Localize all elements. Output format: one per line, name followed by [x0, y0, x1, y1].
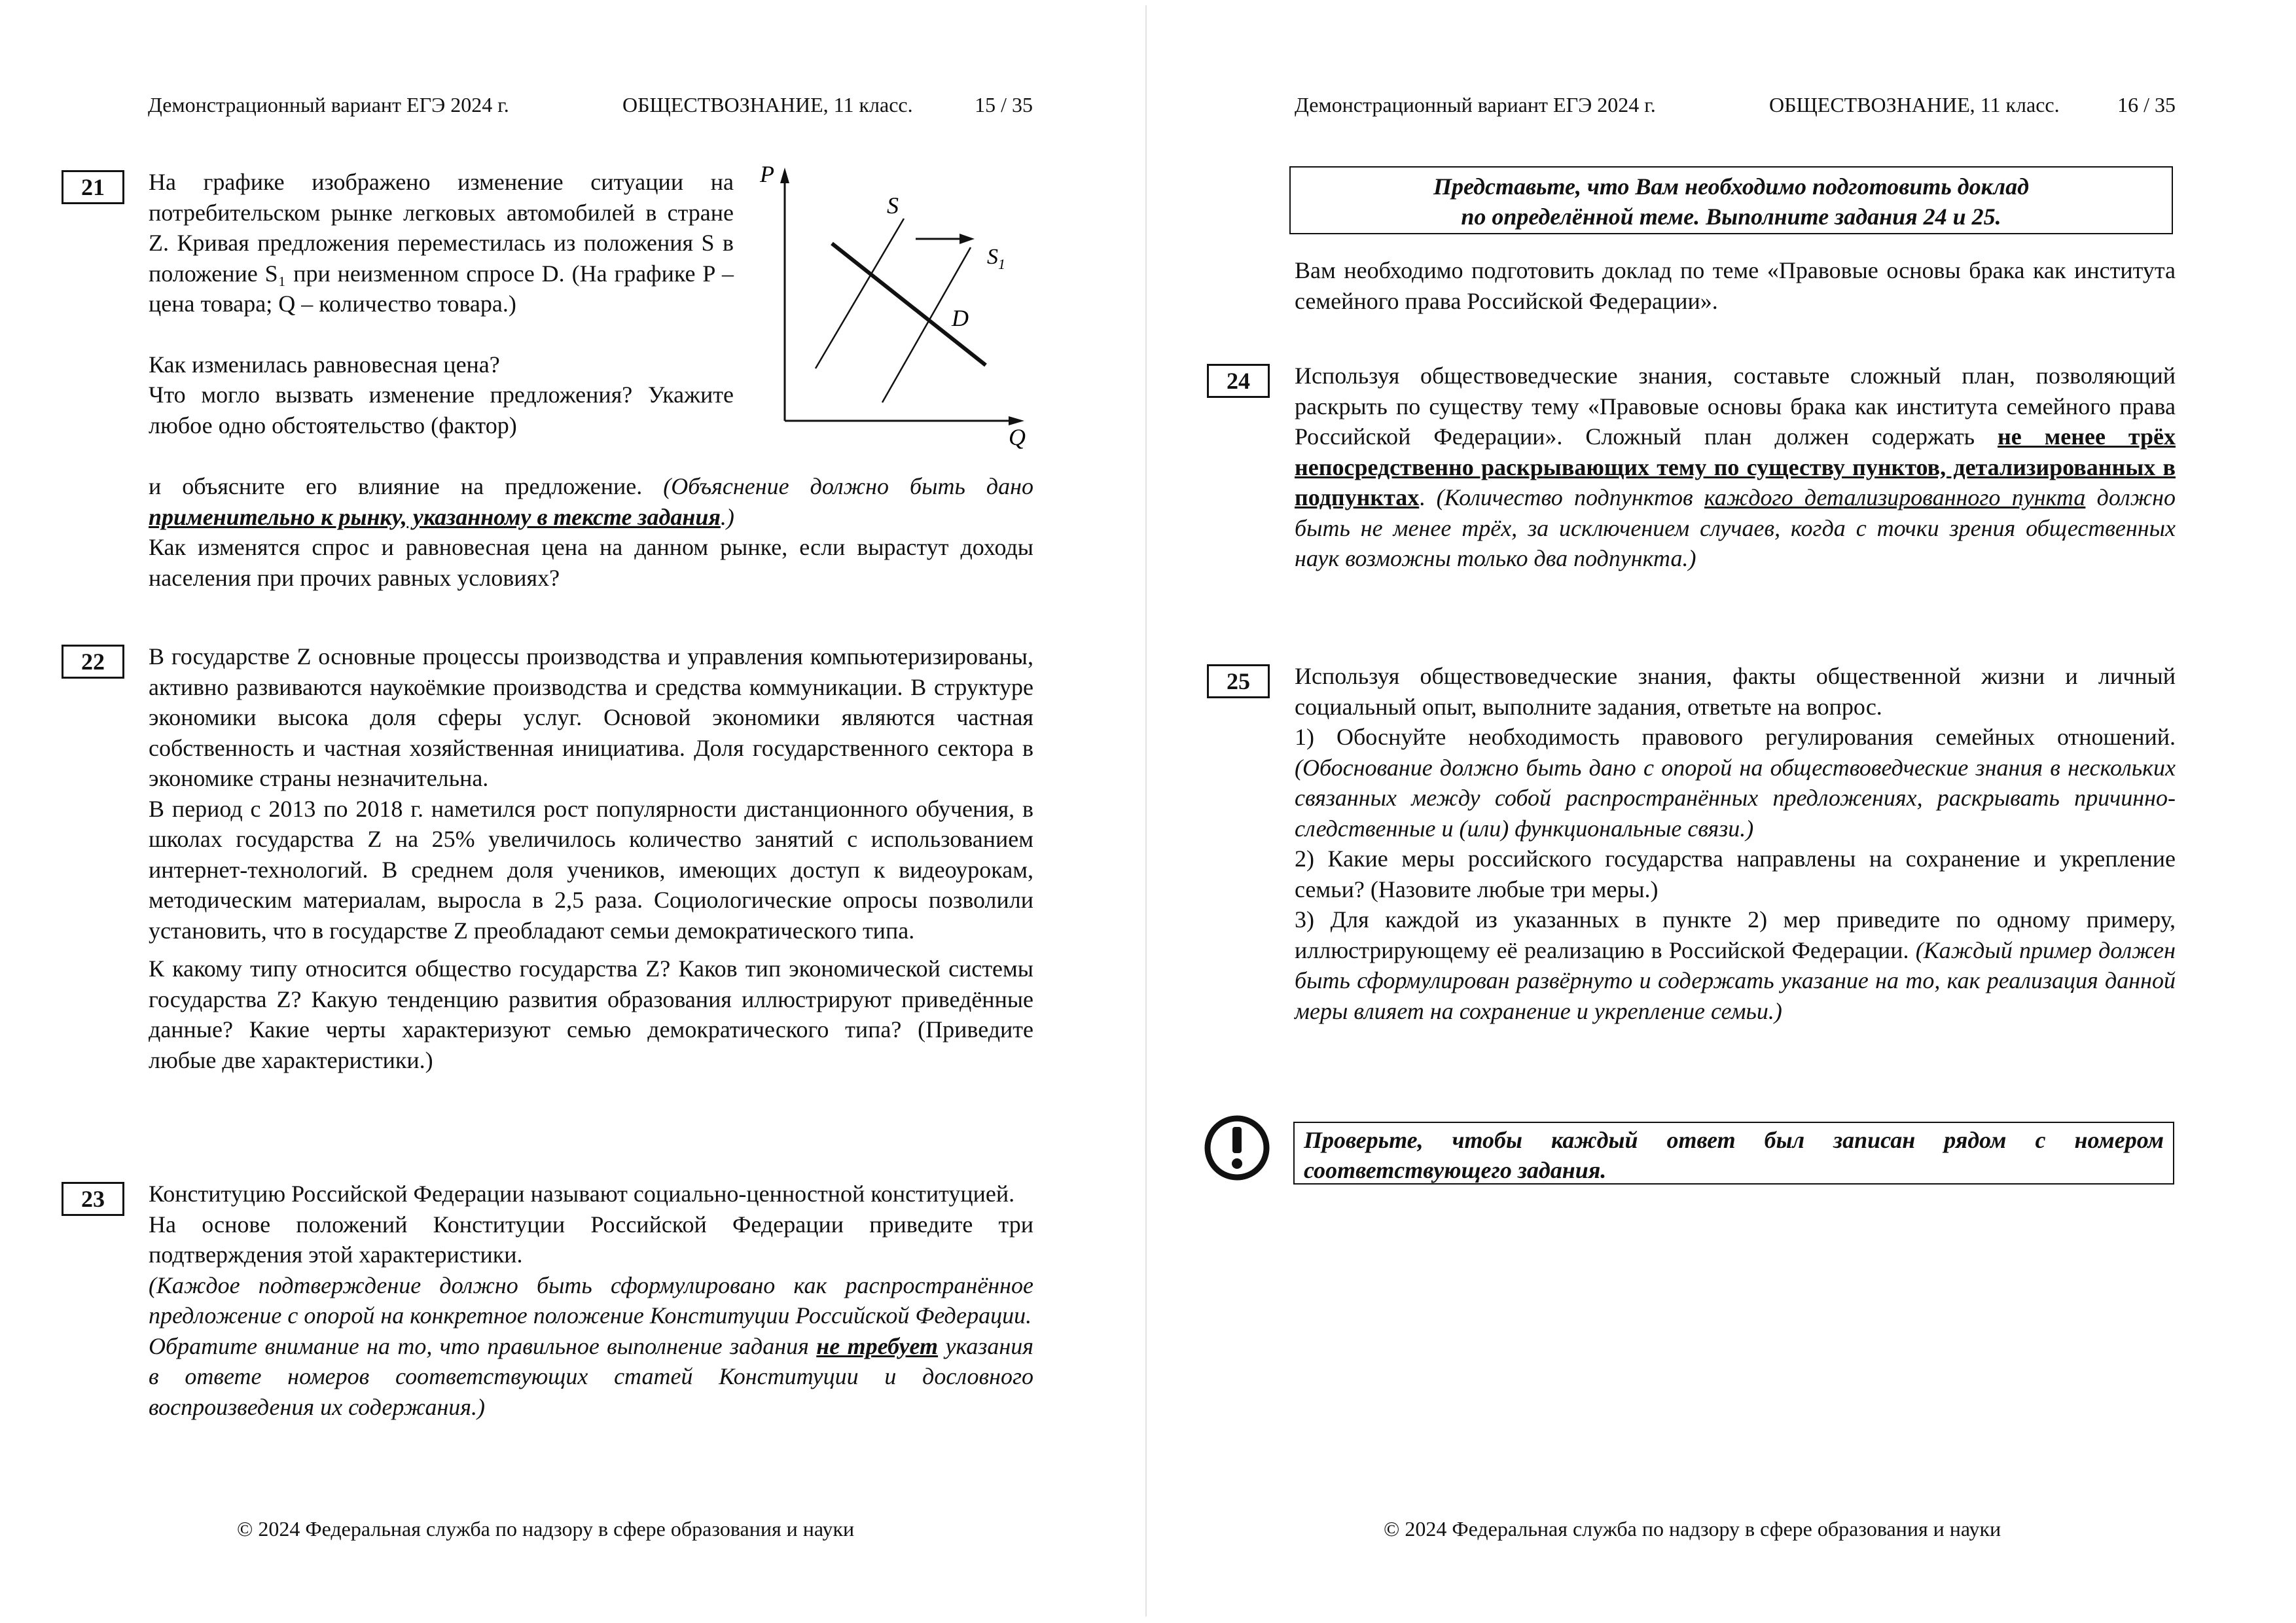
- q24-p1-dot: .: [1419, 484, 1426, 510]
- question-number-21: 21: [62, 170, 124, 204]
- question-number-24: 24: [1207, 364, 1270, 398]
- header-page-number: 16 / 35: [2117, 93, 2176, 116]
- question-21-text-top: [149, 167, 734, 440]
- q22-paragraph-1: В государстве Z основные процессы производства и управления компьютеризированы, активно развиваются наукоёмкие производства и средства коммуникации. В структуре экономики высока доля сферы услуг. Основой экономики являются частная собственность и частная хозяйственная инициатива. Доля государственного сектора в экономике страны незначительна.: [149, 643, 1033, 791]
- question-21-text-bottom: [149, 471, 1033, 593]
- label-s: S: [887, 192, 899, 219]
- q23-p4-start: Обратите внимание на то, что правильное выполнение задания: [149, 1332, 809, 1359]
- q25-paragraph-2: [1295, 722, 2176, 844]
- task-intro-box: [1289, 166, 2173, 234]
- q25-paragraph-1: Используя обществоведческие знания, факты общественной жизни и личный социальный опыт, выполните задания, ответьте на вопрос.: [1295, 663, 2176, 720]
- q23-paragraph-2: На основе положений Конституции Российской Федерации приведите три подтверждения этой характеристики.: [149, 1211, 1033, 1268]
- q21-paragraph-2a: Как изменилась равновесная цена?: [149, 351, 500, 378]
- intro-box-line-1: Представьте, что Вам необходимо подготовить доклад: [1433, 173, 2029, 200]
- question-number-22: 22: [62, 645, 124, 679]
- left-page: [4, 5, 1147, 1616]
- report-topic-text: Вам необходимо подготовить доклад по теме «Правовые основы брака как института семейного права Российской Федерации».: [1295, 257, 2176, 314]
- label-d: D: [952, 305, 969, 331]
- q24-paragraph-1: [1295, 361, 2176, 574]
- page-header: [148, 90, 1033, 119]
- q22-paragraph-3: К какому типу относится общество государства Z? Каков тип экономической системы государства Z? Какую тенденцию развития образования иллюстрируют приведённые данные? Какие черты характеризуют семью демократического типа? (Приведите любые две характеристики.): [149, 955, 1033, 1073]
- header-subject: ОБЩЕСТВОЗНАНИЕ, 11 класс.: [622, 93, 913, 116]
- page-header: [1295, 90, 2176, 119]
- shift-arrow-head: [960, 234, 975, 244]
- q23-paragraph-1: Конституцию Российской Федерации называют социально-ценностной конституцией.: [149, 1181, 1015, 1207]
- answer-check-note: Проверьте, чтобы каждый ответ был записан рядом с номером соответствующего задания.: [1293, 1122, 2174, 1185]
- q25-paragraph-4: [1295, 904, 2176, 1026]
- y-axis-label: P: [760, 162, 774, 187]
- q23-p4-bold: не требует: [816, 1332, 939, 1359]
- label-s1: $S_1$: [987, 245, 1005, 272]
- q25-p4-italic: (Каждый пример должен быть сформулирован развёрнуто и содержать указание на то, как реализация данной меры влияет на сохранение и укрепление семьи.): [1295, 936, 2176, 1024]
- y-axis-arrow: [780, 168, 789, 183]
- supply-demand-graph: [747, 162, 1035, 457]
- q24-p1-italic-b: должно быть не менее трёх, за исключением случаев, когда с точки зрения общественных наук возможны только два подпункта.): [1295, 484, 2176, 571]
- x-axis-label: Q: [1009, 424, 1026, 450]
- question-25-text: [1295, 661, 2176, 1026]
- q21-p3-end: .): [720, 503, 734, 530]
- q23-paragraph-4: [149, 1331, 1033, 1423]
- q21-paragraph-2b: Что могло вызвать изменение предложения? Укажите любое одно обстоятельство (фактор): [149, 382, 734, 438]
- header-exam-title: Демонстрационный вариант ЕГЭ 2024 г.: [148, 93, 509, 116]
- q25-p4-text: 3) Для каждой из указанных в пункте 2) мер приведите по одному примеру, иллюстрирующему её реализацию в Российской Федерации.: [1295, 906, 2176, 963]
- q25-p2-italic: (Обоснование должно быть дано с опорой на обществоведческие знания в нескольких связанных между собой распространённых предложениях, раскрывать причинно-следственные и (или) функциональные связи.): [1295, 754, 2176, 842]
- question-number-23: 23: [62, 1182, 124, 1216]
- supply-curve-s: [816, 219, 904, 368]
- q23-paragraph-3: [149, 1270, 1033, 1331]
- right-page: [1149, 5, 2292, 1616]
- question-number-25: 25: [1207, 664, 1270, 698]
- question-22-text: [149, 641, 1033, 1075]
- page-footer: © 2024 Федеральная служба по надзору в сфере образования и науки: [237, 1517, 855, 1541]
- q21-p3-bold: применительно к рынку, указанному в тексте задания: [149, 503, 721, 530]
- intro-box-line-2: по определённой теме. Выполните задания 24 и 25.: [1461, 204, 2001, 230]
- q24-p1-start: Используя обществоведческие знания, составьте сложный план, позволяющий раскрыть по существу тему «Правовые основы брака как института семейного права Российской Федерации». Сложный план должен содержать: [1295, 363, 2176, 450]
- header-page-number: 15 / 35: [975, 93, 1033, 116]
- header-subject: ОБЩЕСТВОЗНАНИЕ, 11 класс.: [1769, 93, 2060, 116]
- q21-paragraph-1: На графике изображено изменение ситуации на потребительском рынке легковых автомобилей в стране Z. Кривая предложения переместилась из положения S в положение S₁ при неизменном спросе D. (На графике P – цена товара; Q – количество товара.): [149, 169, 734, 317]
- exclamation-alert-icon: [1203, 1114, 1271, 1182]
- q25-paragraph-3: 2) Какие меры российского государства направлены на сохранение и укрепление семьи? (Назовите любые три меры.): [1295, 846, 2176, 902]
- header-exam-title: Демонстрационный вариант ЕГЭ 2024 г.: [1295, 93, 1656, 116]
- question-24-text: [1295, 361, 2176, 574]
- q23-p3-italic: (Каждое подтверждение должно быть сформулировано как распространённое предложение с опорой на конкретное положение Конституции Российской Федерации.: [149, 1272, 1033, 1329]
- q24-p1-italic-ul: каждого детализированного пункта: [1704, 484, 2086, 510]
- q23-p4-end: указания в ответе номеров соответствующих статей Конституции и дословного воспроизведения их содержания.): [149, 1332, 1034, 1420]
- q22-paragraph-2: В период с 2013 по 2018 г. наметился рост популярности дистанционного обучения, в школах государства Z на 25% увеличилось количество занятий с использованием интернет-технологий. В среднем доля учеников, имеющих доступ к видеоурокам, методическим материалам, выросла в 2,5 раза. Социологические опросы позволили установить, что в государстве Z преобладают семьи демократического типа.: [149, 795, 1033, 944]
- q24-p1-italic-a: (Количество подпунктов: [1436, 484, 1693, 510]
- q21-paragraph-4: Как изменятся спрос и равновесная цена на данном рынке, если вырастут доходы населения при прочих равных условиях?: [149, 534, 1033, 591]
- question-23-text: [149, 1179, 1033, 1422]
- q21-paragraph-3: [149, 471, 1033, 532]
- q24-p1-bold: не менее трёх непосредственно раскрывающих тему по существу пунктов, детализированных в подпунктах: [1295, 423, 2176, 510]
- q25-p2-text: 1) Обоснуйте необходимость правового регулирования семейных отношений.: [1295, 724, 2176, 750]
- page-footer: © 2024 Федеральная служба по надзору в сфере образования и науки: [1384, 1517, 2001, 1541]
- q21-p3-start: и объясните его влияние на предложение.: [149, 473, 643, 499]
- q21-p3-italic: (Объяснение должно быть дано: [663, 473, 1033, 499]
